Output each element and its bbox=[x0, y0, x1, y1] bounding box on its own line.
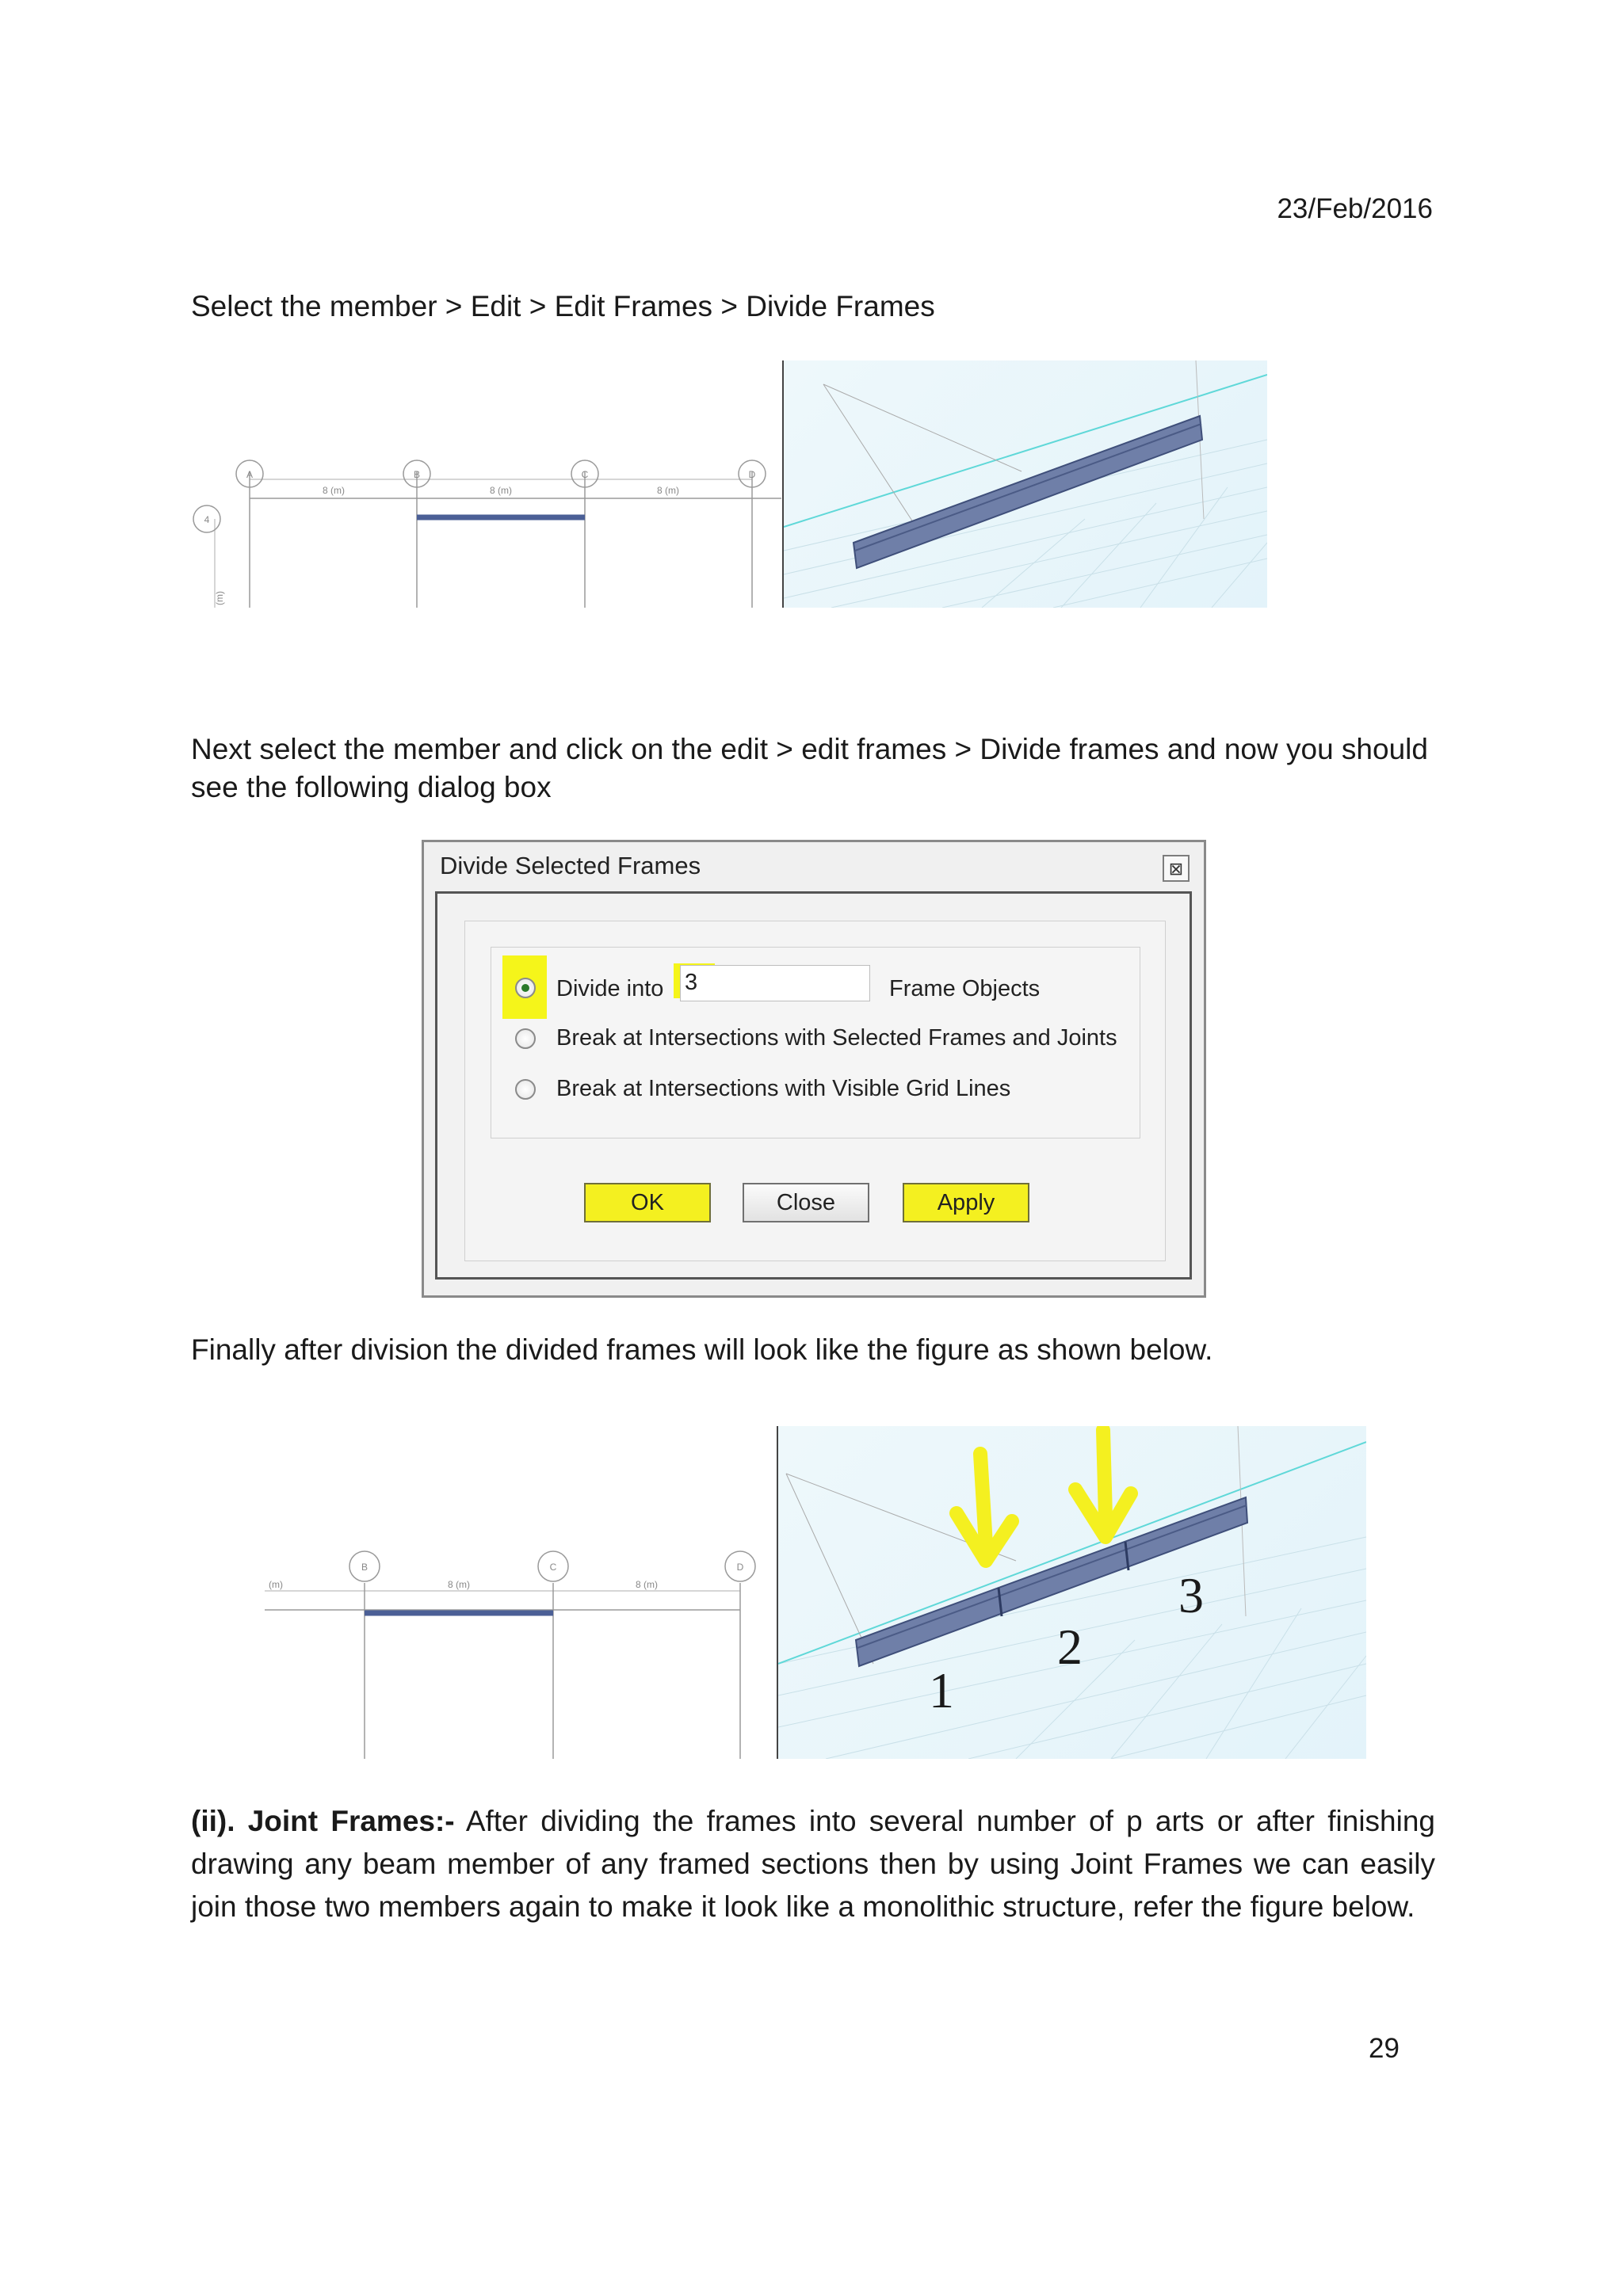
close-button[interactable]: Close bbox=[743, 1183, 869, 1222]
divide-selected-frames-dialog bbox=[422, 840, 1206, 1298]
3d-view-drawing-2 bbox=[778, 1426, 1366, 1759]
page-date: 23/Feb/2016 bbox=[1277, 193, 1433, 224]
option-divide-label: Divide into bbox=[556, 976, 664, 1001]
grid-label-d: D bbox=[748, 469, 756, 480]
dim-label-3: 8 (m) bbox=[636, 1579, 658, 1590]
grid-label-b: B bbox=[413, 469, 421, 480]
dim-label-1: (m) bbox=[269, 1579, 283, 1590]
dim-label-2: 8 (m) bbox=[490, 485, 512, 496]
dialog-title: Divide Selected Frames bbox=[440, 852, 701, 879]
option-break-selected-label: Break at Intersections with Selected Frames and Joints bbox=[556, 1025, 1117, 1051]
plan-view-figure-1 bbox=[191, 360, 781, 608]
side-label: (m) bbox=[214, 591, 225, 605]
radio-break-selected[interactable] bbox=[515, 1028, 536, 1049]
apply-button[interactable]: Apply bbox=[903, 1183, 1029, 1222]
grid-label-a: A bbox=[246, 469, 254, 480]
plan-view-drawing bbox=[191, 360, 781, 608]
dim-label-1: 8 (m) bbox=[323, 485, 345, 496]
3d-view-figure-1 bbox=[782, 360, 1267, 608]
joint-frames-heading: (ii). Joint Frames:- bbox=[191, 1805, 455, 1837]
grid-label-c: C bbox=[549, 1562, 557, 1573]
instruction-paragraph-1: Select the member > Edit > Edit Frames > Divide Frames bbox=[191, 290, 935, 322]
plan-view-figure-2 bbox=[265, 1537, 772, 1759]
radio-break-grid[interactable] bbox=[515, 1079, 536, 1100]
3d-view-drawing bbox=[784, 360, 1267, 608]
row-label: 4 bbox=[204, 514, 210, 525]
option-break-grid-label: Break at Intersections with Visible Grid Lines bbox=[556, 1076, 1011, 1101]
dim-label-3: 8 (m) bbox=[657, 485, 679, 496]
divide-count-value: 3 bbox=[685, 970, 698, 995]
divide-count-input[interactable] bbox=[680, 965, 870, 1001]
close-icon[interactable]: ⊠ bbox=[1163, 855, 1190, 882]
grid-label-b: B bbox=[361, 1562, 369, 1573]
segment-label-2: 2 bbox=[1057, 1619, 1083, 1675]
options-box bbox=[491, 947, 1140, 1138]
grid-label-d: D bbox=[736, 1562, 744, 1573]
segment-label-3: 3 bbox=[1178, 1567, 1204, 1623]
dialog-group bbox=[464, 921, 1166, 1261]
dim-label-2: 8 (m) bbox=[448, 1579, 470, 1590]
ok-button[interactable]: OK bbox=[584, 1183, 711, 1222]
joint-frames-paragraph bbox=[191, 1800, 1435, 1928]
option-divide-suffix: Frame Objects bbox=[889, 976, 1041, 1001]
instruction-paragraph-3: Finally after division the divided frames will look like the figure as shown below. bbox=[191, 1333, 1213, 1366]
plan-view-drawing-2 bbox=[265, 1537, 772, 1759]
grid-label-c: C bbox=[581, 469, 589, 480]
joint-frames-text: After dividing the frames into several number of p arts or after finishing drawing any beam member of any framed sections then by using Joint Frames we can easily join those two members again to make it look like a monolithic structure, refer the figure below. bbox=[191, 1805, 1435, 1923]
3d-view-figure-2 bbox=[777, 1426, 1366, 1759]
segment-label-1: 1 bbox=[929, 1662, 954, 1718]
page-number: 29 bbox=[1369, 2033, 1400, 2064]
dialog-body bbox=[435, 891, 1192, 1280]
radio-divide-into[interactable] bbox=[515, 978, 536, 998]
instruction-paragraph-2: Next select the member and click on the edit > edit frames > Divide frames and now you should see the following dialog box bbox=[191, 733, 1428, 803]
